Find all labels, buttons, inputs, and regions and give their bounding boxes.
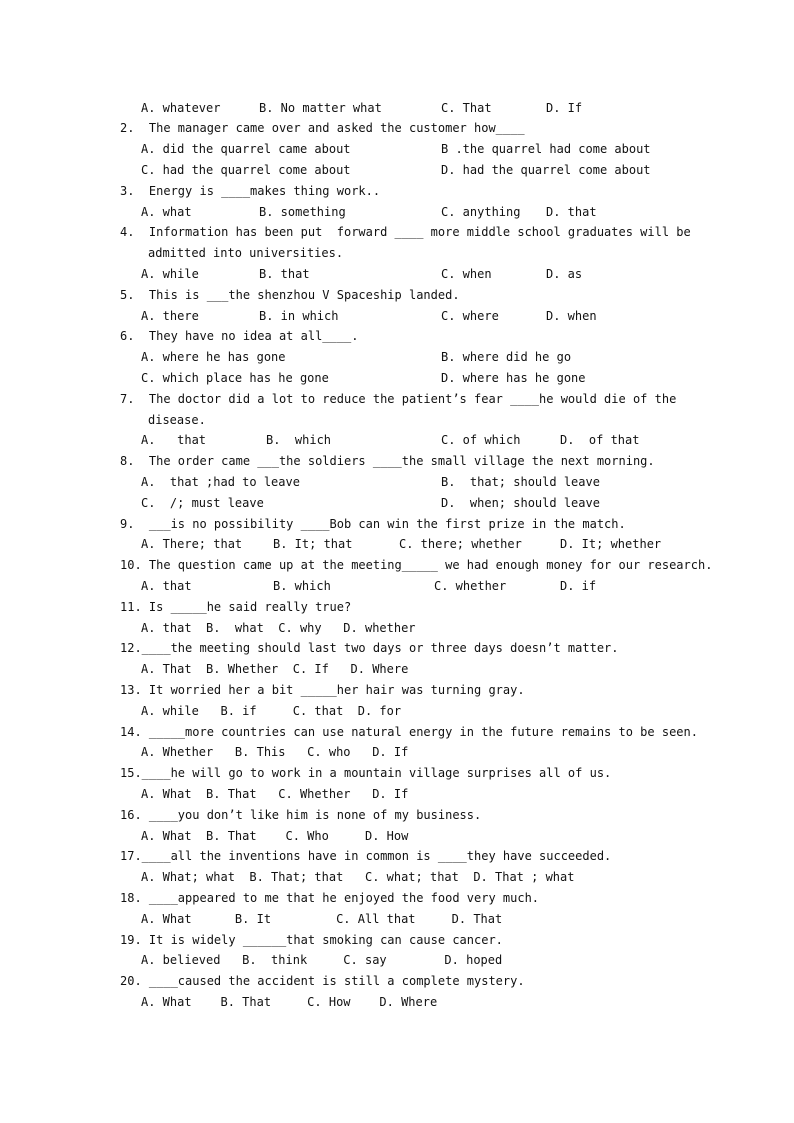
question-5-text: 5. This is ___the shenzhou V Spaceship landed. — [120, 288, 460, 302]
options-line: A. while B. if C. that D. for — [141, 704, 402, 718]
option-c: C. whether — [434, 579, 507, 593]
question-12-text: 12.____the meeting should last two days or three days doesn’t matter. — [120, 641, 619, 655]
question-11-text: 11. Is _____he said really true? — [120, 600, 352, 614]
option-a: A. where he has gone — [141, 350, 286, 364]
options-line: A. What B. That C. Whether D. If — [141, 787, 409, 801]
options-line: A. What; what B. That; that C. what; that D. That ; what — [141, 870, 575, 884]
option-b: B. which — [266, 433, 332, 447]
options-line: A. that B. what C. why D. whether — [141, 621, 416, 635]
question-19-text: 19. It is widely ______that smoking can cause cancer. — [120, 933, 503, 947]
option-d: D. where has he gone — [441, 371, 586, 385]
option-a: A. while — [141, 267, 199, 281]
options-line: A. What B. That C. How D. Where — [141, 995, 438, 1009]
option-d: D. if — [560, 579, 597, 593]
option-b: B. It; that — [273, 537, 353, 551]
options-line: A. That B. Whether C. If D. Where — [141, 662, 409, 676]
option-a: A. what — [141, 205, 192, 219]
option-c: C. had the quarrel come about — [141, 163, 351, 177]
option-b: B. where did he go — [441, 350, 572, 364]
option-d: D. as — [546, 267, 583, 281]
option-c: C. anything — [441, 205, 521, 219]
option-b: B. something — [259, 205, 346, 219]
option-a: A. that — [141, 579, 192, 593]
option-c: C. /; must leave — [141, 496, 264, 510]
question-20-text: 20. ____caused the accident is still a complete mystery. — [120, 974, 525, 988]
option-b: B. that — [259, 267, 310, 281]
option-c: C. of which — [441, 433, 521, 447]
option-a: A. there — [141, 309, 199, 323]
option-d: D. If — [546, 101, 583, 115]
question-17-text: 17.____all the inventions have in common is ____they have succeeded. — [120, 849, 612, 863]
option-a: A. that ;had to leave — [141, 475, 300, 489]
option-b: B. that; should leave — [441, 475, 600, 489]
question-4-text: 4. Information has been put forward ____ more middle school graduates will be — [120, 225, 691, 239]
options-line: A. believed B. think C. say D. hoped — [141, 953, 503, 967]
question-6-text: 6. They have no idea at all____. — [120, 329, 359, 343]
option-a: A. There; that — [141, 537, 243, 551]
option-c: C. which place has he gone — [141, 371, 329, 385]
question-14-text: 14. _____more countries can use natural energy in the future remains to be seen. — [120, 725, 698, 739]
options-line: A. What B. That C. Who D. How — [141, 829, 409, 843]
question-16-text: 16. ____you don’t like him is none of my business. — [120, 808, 482, 822]
question-7-text-continued: disease. — [148, 413, 206, 427]
option-a: A. did the quarrel came about — [141, 142, 351, 156]
option-b: B. in which — [259, 309, 339, 323]
option-c: C. when — [441, 267, 492, 281]
option-c: C. there; whether — [399, 537, 522, 551]
option-d: D. had the quarrel come about — [441, 163, 651, 177]
question-3-text: 3. Energy is ____makes thing work.. — [120, 184, 381, 198]
question-9-text: 9. ___is no possibility ____Bob can win the first prize in the match. — [120, 517, 626, 531]
question-18-text: 18. ____appeared to me that he enjoyed the food very much. — [120, 891, 540, 905]
option-b: B. which — [273, 579, 331, 593]
option-d: D. It; whether — [560, 537, 662, 551]
option-c: C. That — [441, 101, 492, 115]
option-b: B .the quarrel had come about — [441, 142, 651, 156]
option-a: A. whatever — [141, 101, 221, 115]
option-d: D. when; should leave — [441, 496, 600, 510]
option-a: A. that — [141, 433, 207, 447]
question-7-text: 7. The doctor did a lot to reduce the patient’s fear ____he would die of the — [120, 392, 677, 406]
question-8-text: 8. The order came ___the soldiers ____the small village the next morning. — [120, 454, 655, 468]
option-d: D. when — [546, 309, 597, 323]
option-d: D. that — [546, 205, 597, 219]
options-line: A. Whether B. This C. who D. If — [141, 745, 409, 759]
option-d: D. of that — [560, 433, 640, 447]
question-2-text: 2. The manager came over and asked the customer how____ — [120, 121, 525, 135]
option-b: B. No matter what — [259, 101, 382, 115]
question-13-text: 13. It worried her a bit _____her hair was turning gray. — [120, 683, 525, 697]
question-4-text-continued: admitted into universities. — [148, 246, 344, 260]
question-15-text: 15.____he will go to work in a mountain village surprises all of us. — [120, 766, 612, 780]
option-c: C. where — [441, 309, 499, 323]
question-10-text: 10. The question came up at the meeting_____ we had enough money for our research. — [120, 558, 713, 572]
options-line: A. What B. It C. All that D. That — [141, 912, 503, 926]
